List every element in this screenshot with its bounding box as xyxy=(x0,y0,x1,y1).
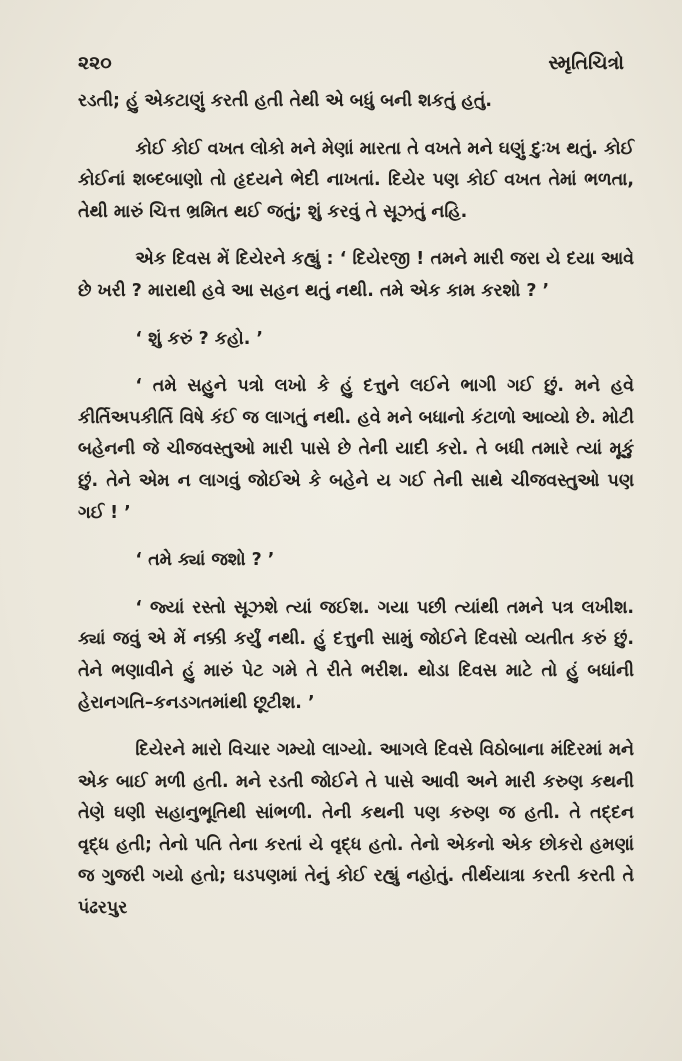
running-title: સ્મૃતિચિત્રો xyxy=(548,52,624,74)
paragraph-6: ‘ તમે ક્યાં જશો ? ’ xyxy=(135,550,275,571)
paragraph-4: ‘ શું કરું ? કહો. ’ xyxy=(135,328,264,349)
page-header xyxy=(78,48,624,78)
paragraph-5: ‘ તમે સહુને પત્રો લખો કે હું દત્તુને લઈને ભાગી ગઈ છું. મને હવે કીર્તિઅપકીર્તિ વિષે કંઈ જ લાગતું નથી. હવે મને બધાનો કંટાળો આવ્યો છે. મોટી બહેનની જે ચીજવસ્તુઓ મારી પાસે છે તેની યાદી કરો. તે બધી તમારે ત્યાં મૂકું છું. તેને એમ ન લાગવું જોઈએ કે બહેને ય ગઈ તેની સાથે ચીજવસ્તુઓ પણ ગઈ ! ’ xyxy=(78,376,634,523)
page-number: ૨૨૦ xyxy=(78,52,112,74)
page-body xyxy=(78,86,634,925)
paragraph-2: કોઈ કોઈ વખત લોકો મને મેણાં મારતા તે વખતે મને ઘણું દુઃખ થતું. કોઈ કોઈનાં શબ્દબાણો તો હૃદયને ભેદી નાખતાં. દિયેર પણ કોઈ વખત તેમાં ભળતા, તેથી મારું ચિત્ત ભ્રમિત થઈ જતું; શું કરવું તે સૂઝતું નહિ. xyxy=(78,138,634,222)
paragraph-1: રડતી; હું એકટાણું કરતી હતી તેથી એ બધું બની શકતું હતું. xyxy=(78,91,492,111)
paragraph-7: ‘ જ્યાં રસ્તો સૂઝશે ત્યાં જઈશ. ગયા પછી ત્યાંથી તમને પત્ર લખીશ. ક્યાં જવું એ મેં નક્કી કર્યું નથી. હું દત્તુની સામું જોઈને દિવસો વ્યતીત કરું છું. તેને ભણાવીને હું મારું પેટ ગમે તે રીતે ભરીશ. થોડા દિવસ માટે તો હું બધાંની હેરાનગતિ–કનડગતમાંથી છૂટીશ. ’ xyxy=(78,597,634,713)
paragraph-3: એક દિવસ મેં દિયેરને કહ્યું : ‘ દિયેરજી ! તમને મારી જરા યે દયા આવે છે ખરી ? મારાથી હવે આ સહન થતું નથી. તમે એક કામ કરશો ? ’ xyxy=(78,249,634,301)
paragraph-8: દિયેરને મારો વિચાર ગમ્યો લાગ્યો. આગલે દિવસે વિઠોબાના મંદિરમાં મને એક બાઈ મળી હતી. મને રડતી જોઈને તે પાસે આવી અને મારી કરુણ કથની તેણે ઘણી સહાનુભૂતિથી સાંભળી. તેની કથની પણ કરુણ જ હતી. તે તદ્દન વૃદ્ધ હતી; તેનો પતિ તેના કરતાં યે વૃદ્ધ હતો. તેનો એકનો એક છોકરો હમણાં જ ગુજરી ગયો હતો; ઘડપણમાં તેનું કોઈ રહ્યું નહોતું. તીર્થયાત્રા કરતી કરતી તે પંઢરપુર xyxy=(78,740,634,919)
